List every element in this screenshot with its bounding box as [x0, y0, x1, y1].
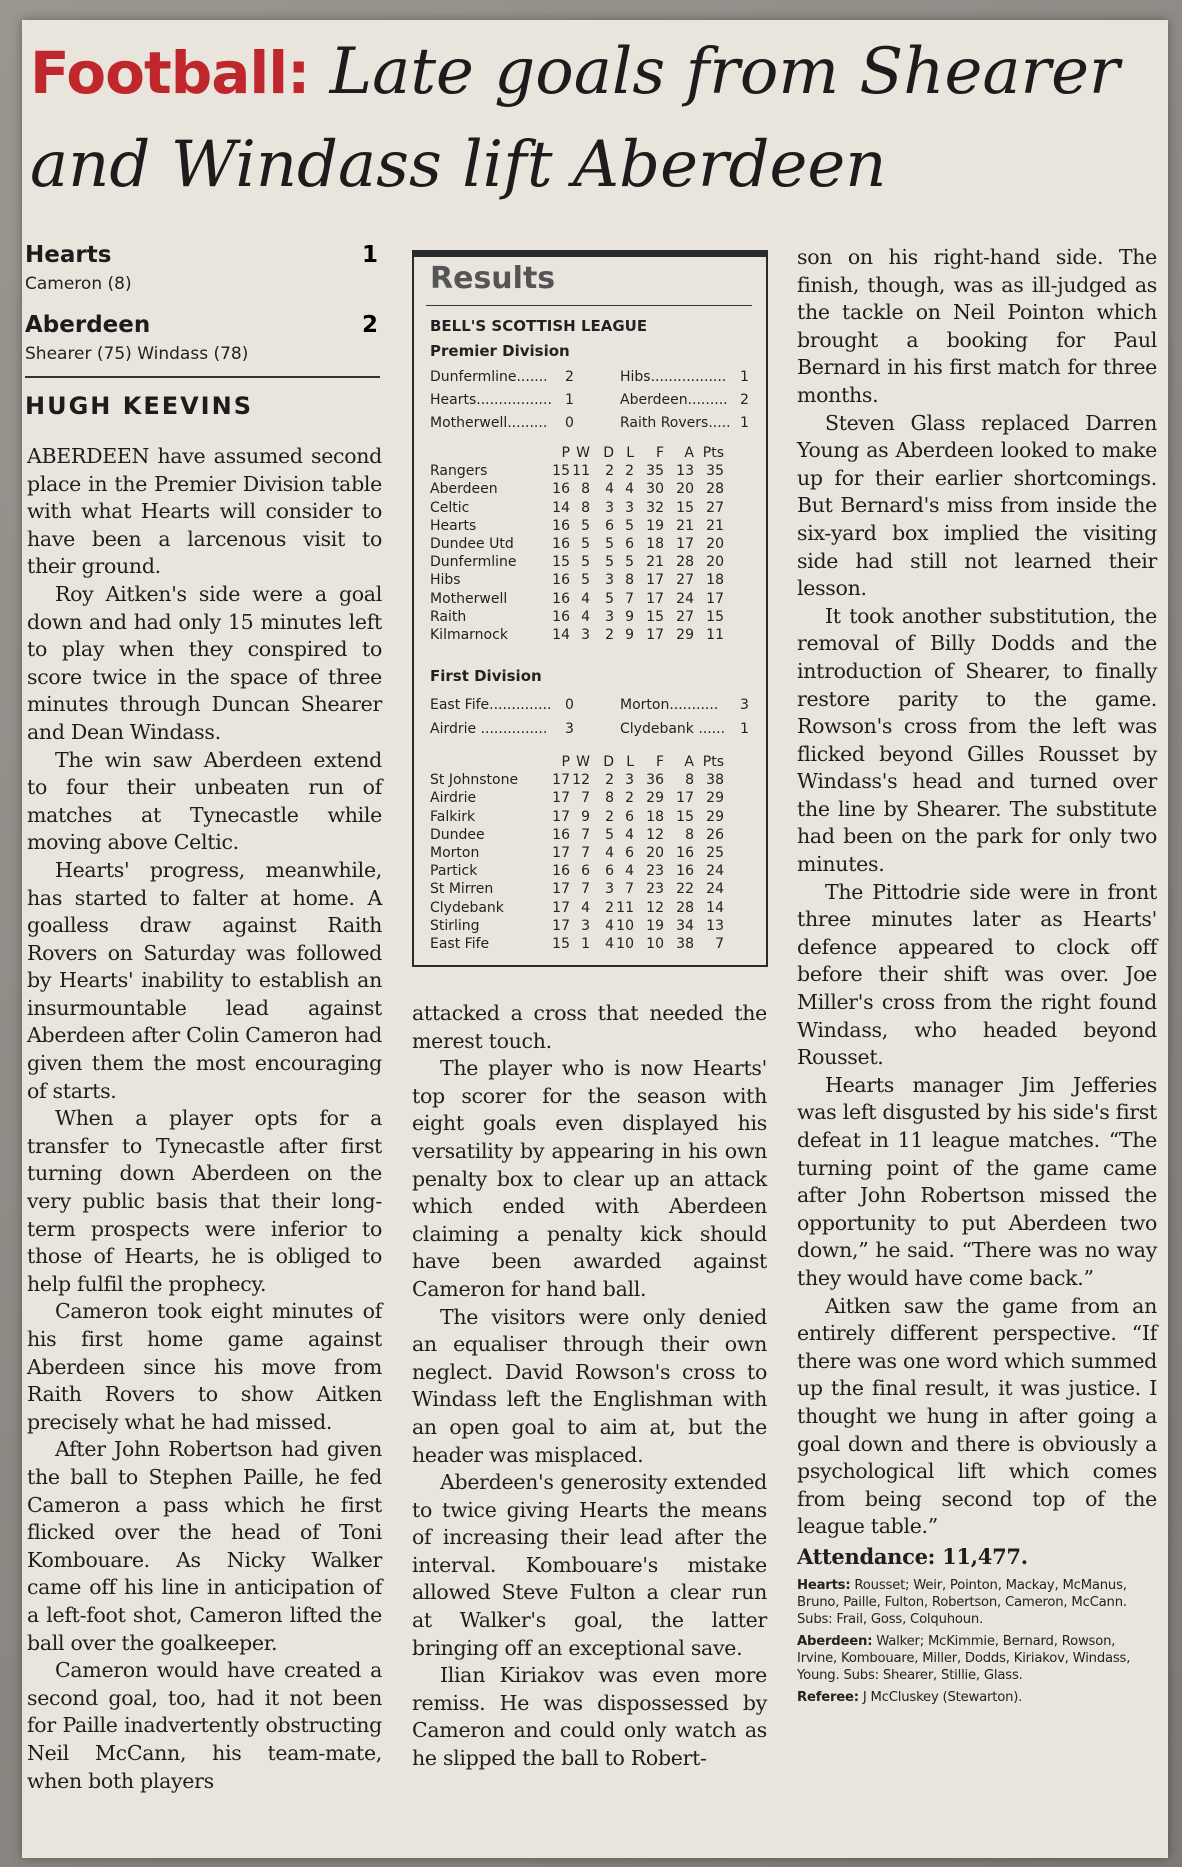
results-box [412, 250, 768, 967]
table-cell: 12 [646, 899, 664, 916]
table-row [430, 590, 750, 608]
column-header: A [684, 754, 694, 770]
table-cell: 3 [581, 917, 590, 934]
fixture-home-score: 0 [565, 415, 574, 431]
table-cell: 17 [552, 917, 570, 934]
fixture-home: Dunfermline....... [430, 369, 548, 385]
table-cell: 7 [581, 790, 590, 807]
fixture-away-score: 1 [740, 721, 749, 737]
table-cell: 3 [605, 881, 614, 898]
table-cell: 2 [605, 808, 614, 825]
team-name: Dundee Utd [430, 535, 514, 552]
table-row [430, 517, 750, 535]
paragraph: Aitken saw the game from an entirely different perspective. “If there was one word which summed up the final result, it was justice. I thought we hung in after going a goal down and there is obviously a psychological lift which comes from being second top of the league table.” [797, 1293, 1157, 1539]
table-cell: 16 [552, 572, 570, 589]
table-cell: 5 [625, 554, 634, 571]
table-cell: 5 [581, 572, 590, 589]
table-row [430, 862, 750, 880]
table-cell: 27 [676, 572, 694, 589]
table-cell: 27 [706, 499, 724, 516]
table-row [430, 771, 750, 789]
table-cell: 5 [581, 535, 590, 552]
table-cell: 13 [676, 463, 694, 480]
table-cell: 24 [706, 881, 724, 898]
paragraph: son on his right-hand side. The finish, though, was as ill-judged as the tackle on Neil Pointon which brought a booking for Paul Bernard in his first match for three months. [797, 245, 1157, 407]
team-name: Aberdeen [430, 481, 498, 498]
table-cell: 10 [616, 935, 634, 952]
paragraph: Hearts manager Jim Jefferies was left disgusted by his side's first defeat in 11 league matches. “The turning point of the game came after John Robertson missed the opportunity to put Aberdeen two down,” he said. “There was no way they would have come back.” [797, 1072, 1157, 1290]
table-cell: 6 [605, 517, 614, 534]
table-cell: 5 [625, 517, 634, 534]
premier-heading: Premier Division [430, 342, 570, 360]
table-row [430, 571, 750, 589]
table-cell: 15 [552, 463, 570, 480]
table-cell: 2 [605, 899, 614, 916]
table-cell: 15 [676, 499, 694, 516]
paragraph: Steven Glass replaced Darren Young as Aberdeen looked to make up for their earlier shortcomings. But Bernard's miss from inside the six-yard box implied the visiting side had still not learned their lesson. [797, 410, 1157, 601]
table-cell: 18 [646, 535, 664, 552]
table-cell: 13 [706, 917, 724, 934]
home-team: Hearts [25, 242, 112, 268]
table-cell: 16 [676, 844, 694, 861]
table-row [430, 626, 750, 644]
table-cell: 14 [706, 899, 724, 916]
table-cell: 11 [572, 463, 590, 480]
column-header: P [561, 445, 570, 461]
table-row [430, 808, 750, 826]
team-name: Morton [430, 844, 480, 861]
table-cell: 3 [605, 608, 614, 625]
team-name: East Fife [430, 935, 490, 952]
fixture-home: Motherwell......... [430, 415, 548, 431]
column-header: W [576, 445, 590, 461]
table-cell: 4 [581, 590, 590, 607]
paragraph: Ilian Kiriakov was even more remiss. He was dispossessed by Cameron and could only watch as he slipped the ball to Robert- [412, 1663, 767, 1771]
table-cell: 17 [676, 535, 694, 552]
hearts-lineup [797, 1577, 1157, 1628]
aberdeen-lineup [797, 1633, 1157, 1684]
column-header: L [626, 445, 634, 461]
paragraph: Roy Aitken's side were a goal down and had only 15 minutes left to play when they conspired to score twice in the space of three minutes through Duncan Shearer and Dean Windass. [27, 581, 382, 744]
lineup-label: Aberdeen: [797, 1633, 873, 1649]
table-cell: 6 [605, 863, 614, 880]
column-header: D [603, 445, 614, 461]
fixture-home-score: 0 [565, 697, 574, 713]
table-cell: 17 [676, 790, 694, 807]
table-cell: 15 [676, 808, 694, 825]
table-cell: 28 [706, 481, 724, 498]
fixture-away: Clydebank ...... [620, 721, 726, 737]
fixture-home: East Fife.............. [430, 697, 552, 713]
table-cell: 15 [646, 608, 664, 625]
table-cell: 19 [646, 917, 664, 934]
paragraph: Hearts' progress, meanwhile, has started to falter at home. A goalless draw against Raith Rovers on Saturday was followed by Hearts' inability to establish an insurmountable lead against Aberdeen after Colin Cameron had given them the most encouraging of starts. [27, 857, 382, 1103]
table-cell: 8 [605, 790, 614, 807]
table-cell: 5 [605, 554, 614, 571]
table-cell: 6 [625, 844, 634, 861]
team-name: Stirling [430, 917, 480, 934]
table-cell: 5 [605, 535, 614, 552]
lineups [797, 1577, 1157, 1706]
team-name: Hibs [430, 572, 461, 589]
table-cell: 36 [646, 772, 664, 789]
lineup-players: Walker; McKimmie, Bernard, Rowson, Irvine, Kombouare, Miller, Dodds, Kiriakov, Windass, Young. Subs: Shearer, Stillie, Glass. [797, 1633, 1131, 1683]
paragraph: The Pittodrie side were in front three minutes later as Hearts' defence appeared to clock off before their shift was over. Joe Miller's cross from the right found Windass, who headed beyond Rousset. [797, 879, 1157, 1070]
headline [30, 26, 1150, 211]
table-cell: 7 [625, 881, 634, 898]
paragraph: The visitors were only denied an equaliser through their own neglect. David Rowson's cross to Windass left the Englishman with an open goal to aim at, but the header was misplaced. [412, 1304, 767, 1467]
table-cell: 7 [581, 844, 590, 861]
team-name: Kilmarnock [430, 626, 508, 643]
paragraph: attacked a cross that needed the merest touch. [412, 1001, 767, 1053]
table-cell: 6 [625, 808, 634, 825]
table-cell: 21 [676, 517, 694, 534]
table-cell: 17 [552, 808, 570, 825]
table-cell: 8 [685, 826, 694, 843]
fixture-away: Hibs................. [620, 369, 727, 385]
fixture-home-score: 3 [565, 721, 574, 737]
table-cell: 12 [646, 826, 664, 843]
team-name: Motherwell [430, 590, 508, 607]
article-column-2 [412, 1000, 767, 1773]
table-row [430, 608, 750, 626]
team-name: Celtic [430, 499, 470, 516]
table-cell: 19 [646, 517, 664, 534]
newspaper-clipping [22, 20, 1168, 1858]
table-cell: 3 [605, 572, 614, 589]
table-cell: 15 [706, 608, 724, 625]
table-row [430, 880, 750, 898]
paragraph: When a player opts for a transfer to Tynecastle after first turning down Aberdeen on the very public basis that their long-term prospects were inferior to those of Hearts, he is obliged to help fulfil the prophecy. [27, 1106, 382, 1296]
table-cell: 4 [605, 935, 614, 952]
table-cell: 4 [625, 863, 634, 880]
table-row [430, 917, 750, 935]
table-cell: 1 [581, 935, 590, 952]
headline-title: Late goals from Shearer and Windass lift Aberdeen [30, 35, 1120, 202]
fixture-away: Aberdeen......... [620, 392, 728, 408]
headline-kicker: Football: [30, 39, 310, 107]
table-cell: 9 [625, 626, 634, 643]
table-cell: 11 [706, 626, 724, 643]
table-cell: 4 [581, 608, 590, 625]
table-cell: 29 [706, 808, 724, 825]
table-cell: 24 [676, 590, 694, 607]
table-cell: 7 [581, 826, 590, 843]
table-cell: 15 [552, 554, 570, 571]
fixture-away-score: 2 [740, 392, 749, 408]
results-divider [426, 305, 752, 306]
table-cell: 4 [581, 899, 590, 916]
article-column-1 [27, 443, 382, 1795]
table-cell: 17 [706, 590, 724, 607]
fixture-home-score: 2 [565, 369, 574, 385]
table-cell: 7 [715, 935, 724, 952]
table-cell: 21 [706, 517, 724, 534]
byline: HUGH KEEVINS [25, 392, 253, 420]
table-cell: 3 [625, 499, 634, 516]
table-cell: 3 [625, 772, 634, 789]
table-cell: 6 [581, 863, 590, 880]
paragraph: Cameron would have created a second goal, too, had it not been for Paille inadvertently obstructing Neil McCann, his team-mate, when both players [27, 1658, 382, 1793]
column-header: W [576, 754, 590, 770]
column-header: A [684, 445, 694, 461]
table-cell: 11 [616, 899, 634, 916]
table-row [430, 535, 750, 553]
table-cell: 25 [706, 844, 724, 861]
table-row [430, 462, 750, 480]
column-header: D [603, 754, 614, 770]
column-header: F [655, 445, 664, 461]
table-cell: 16 [552, 863, 570, 880]
paragraph: ABERDEEN have assumed second place in the Premier Division table with what Hearts will consider to have been a larcenous visit to their ground. [27, 444, 382, 579]
results-title: Results [430, 261, 556, 296]
table-row [430, 899, 750, 917]
table-cell: 10 [616, 917, 634, 934]
article-column-3 [797, 244, 1157, 1711]
table-cell: 17 [552, 772, 570, 789]
referee-line [797, 1689, 1157, 1706]
table-row [430, 844, 750, 862]
team-name: Falkirk [430, 808, 476, 825]
table-cell: 34 [676, 917, 694, 934]
paragraph: Cameron took eight minutes of his first home game against Aberdeen since his move from Raith Rovers to show Aitken precisely what he had missed. [27, 1299, 382, 1434]
table-cell: 29 [706, 790, 724, 807]
table-cell: 28 [676, 899, 694, 916]
table-cell: 17 [552, 790, 570, 807]
fixture-away: Morton........... [620, 697, 719, 713]
table-cell: 14 [552, 626, 570, 643]
fixture-away-score: 1 [740, 369, 749, 385]
team-name: Clydebank [430, 899, 504, 916]
table-cell: 3 [581, 626, 590, 643]
table-cell: 24 [706, 863, 724, 880]
table-cell: 5 [605, 590, 614, 607]
table-header [430, 753, 750, 771]
table-row [430, 480, 750, 498]
paragraph: Aberdeen's generosity extended to twice giving Hearts the means of increasing their lead after the interval. Kombouare's mistake allowed Steve Fulton a clear run at Walker's goal, the latter bringing off an exceptional save. [412, 1470, 767, 1660]
paragraph: After John Robertson had given the ball to Stephen Paille, he fed Cameron a pass which he first flicked over the head of Toni Kombouare. As Nicky Walker came off his line in anticipation of a left-foot shot, Cameron lifted the ball over the goalkeeper. [27, 1437, 382, 1655]
lineup-label: Referee: [797, 1689, 859, 1705]
column-header: Pts [702, 445, 724, 461]
table-cell: 27 [676, 608, 694, 625]
team-name: Partick [430, 863, 478, 880]
table-cell: 28 [676, 554, 694, 571]
table-cell: 20 [706, 535, 724, 552]
byline-rule [25, 376, 380, 378]
table-cell: 4 [605, 917, 614, 934]
table-cell: 16 [552, 481, 570, 498]
team-name: Hearts [430, 517, 477, 534]
team-name: St Mirren [430, 881, 494, 898]
table-cell: 30 [646, 481, 664, 498]
home-scorers: Cameron (8) [25, 274, 132, 294]
table-cell: 26 [706, 826, 724, 843]
table-cell: 2 [605, 463, 614, 480]
table-cell: 21 [646, 554, 664, 571]
fixture-home: Airdrie ............... [430, 721, 548, 737]
column-header: F [655, 754, 664, 770]
table-row [430, 789, 750, 807]
table-cell: 32 [646, 499, 664, 516]
table-cell: 16 [552, 517, 570, 534]
first-division-heading: First Division [430, 667, 542, 685]
table-cell: 8 [625, 572, 634, 589]
table-cell: 5 [581, 517, 590, 534]
table-cell: 20 [676, 481, 694, 498]
table-cell: 17 [646, 590, 664, 607]
fixture-home-score: 1 [565, 392, 574, 408]
table-row [430, 553, 750, 571]
table-cell: 23 [646, 881, 664, 898]
column-header: L [626, 754, 634, 770]
table-cell: 12 [572, 772, 590, 789]
attendance: Attendance: 11,477. [797, 1543, 1028, 1569]
table-row [430, 826, 750, 844]
paragraph: It took another substitution, the removal of Billy Dodds and the introduction of Shearer, to finally restore parity to the game. Rowson's cross from the left was flicked beyond Gilles Rousset by Windass's head and turned over the line by Shearer. The substitute had been on the park for only two minutes. [797, 603, 1157, 877]
table-cell: 8 [581, 481, 590, 498]
table-cell: 4 [625, 826, 634, 843]
premier-table [430, 444, 750, 644]
team-name: St Johnstone [430, 772, 519, 789]
team-name: Rangers [430, 463, 488, 480]
column-header: P [561, 754, 570, 770]
table-cell: 3 [605, 499, 614, 516]
fixture-away: Raith Rovers..... [620, 415, 731, 431]
away-scorers: Shearer (75) Windass (78) [25, 344, 249, 364]
table-cell: 23 [646, 863, 664, 880]
table-cell: 8 [685, 772, 694, 789]
table-cell: 10 [646, 935, 664, 952]
table-cell: 2 [625, 463, 634, 480]
table-cell: 5 [605, 826, 614, 843]
table-header [430, 444, 750, 462]
fixture-home: Hearts................. [430, 392, 552, 408]
table-cell: 9 [581, 808, 590, 825]
table-cell: 16 [676, 863, 694, 880]
table-cell: 35 [646, 463, 664, 480]
table-cell: 35 [706, 463, 724, 480]
team-name: Dunfermline [430, 554, 517, 571]
first-division-table [430, 753, 750, 953]
team-name: Dundee [430, 826, 485, 843]
table-cell: 8 [581, 499, 590, 516]
away-team: Aberdeen [25, 312, 151, 338]
referee-name: J McCluskey (Stewarton). [862, 1689, 1023, 1705]
table-cell: 16 [552, 535, 570, 552]
fixture-away-score: 1 [740, 415, 749, 431]
table-cell: 38 [706, 772, 724, 789]
table-cell: 2 [605, 772, 614, 789]
home-score: 1 [362, 242, 379, 268]
table-cell: 4 [625, 481, 634, 498]
table-cell: 29 [676, 626, 694, 643]
paragraph: The win saw Aberdeen extend to four their unbeaten run of matches at Tynecastle while moving above Celtic. [27, 747, 382, 855]
table-cell: 20 [646, 844, 664, 861]
table-cell: 20 [706, 554, 724, 571]
table-cell: 17 [552, 899, 570, 916]
table-cell: 22 [676, 881, 694, 898]
table-cell: 2 [625, 790, 634, 807]
away-score: 2 [362, 312, 379, 338]
table-cell: 16 [552, 590, 570, 607]
table-cell: 4 [605, 481, 614, 498]
table-cell: 16 [552, 826, 570, 843]
table-cell: 29 [646, 790, 664, 807]
table-cell: 18 [646, 808, 664, 825]
table-cell: 17 [646, 626, 664, 643]
table-cell: 16 [552, 608, 570, 625]
table-cell: 17 [552, 844, 570, 861]
table-cell: 17 [552, 881, 570, 898]
table-cell: 6 [625, 535, 634, 552]
column-header: Pts [702, 754, 724, 770]
table-cell: 14 [552, 499, 570, 516]
table-cell: 9 [625, 608, 634, 625]
table-cell: 7 [625, 590, 634, 607]
paragraph: The player who is now Hearts' top scorer for the season with eight goals even displayed his versatility by appearing in his own penalty box to clear up an attack which ended with Aberdeen claiming a penalty kick should have been awarded against Cameron for hand ball. [412, 1056, 767, 1301]
table-cell: 17 [646, 572, 664, 589]
table-cell: 38 [676, 935, 694, 952]
table-row [430, 499, 750, 517]
fixture-away-score: 3 [740, 697, 749, 713]
table-row [430, 935, 750, 953]
table-cell: 4 [605, 844, 614, 861]
table-cell: 18 [706, 572, 724, 589]
table-cell: 2 [605, 626, 614, 643]
table-cell: 7 [581, 881, 590, 898]
team-name: Raith [430, 608, 467, 625]
table-cell: 5 [581, 554, 590, 571]
table-cell: 15 [552, 935, 570, 952]
lineup-players: Rousset; Weir, Pointon, Mackay, McManus, Bruno, Paille, Fulton, Robertson, Cameron, McCann. Subs: Frail, Goss, Colquhoun. [797, 1577, 1127, 1627]
league-name: BELL'S SCOTTISH LEAGUE [430, 317, 648, 335]
team-name: Airdrie [430, 790, 477, 807]
lineup-label: Hearts: [797, 1577, 851, 1593]
